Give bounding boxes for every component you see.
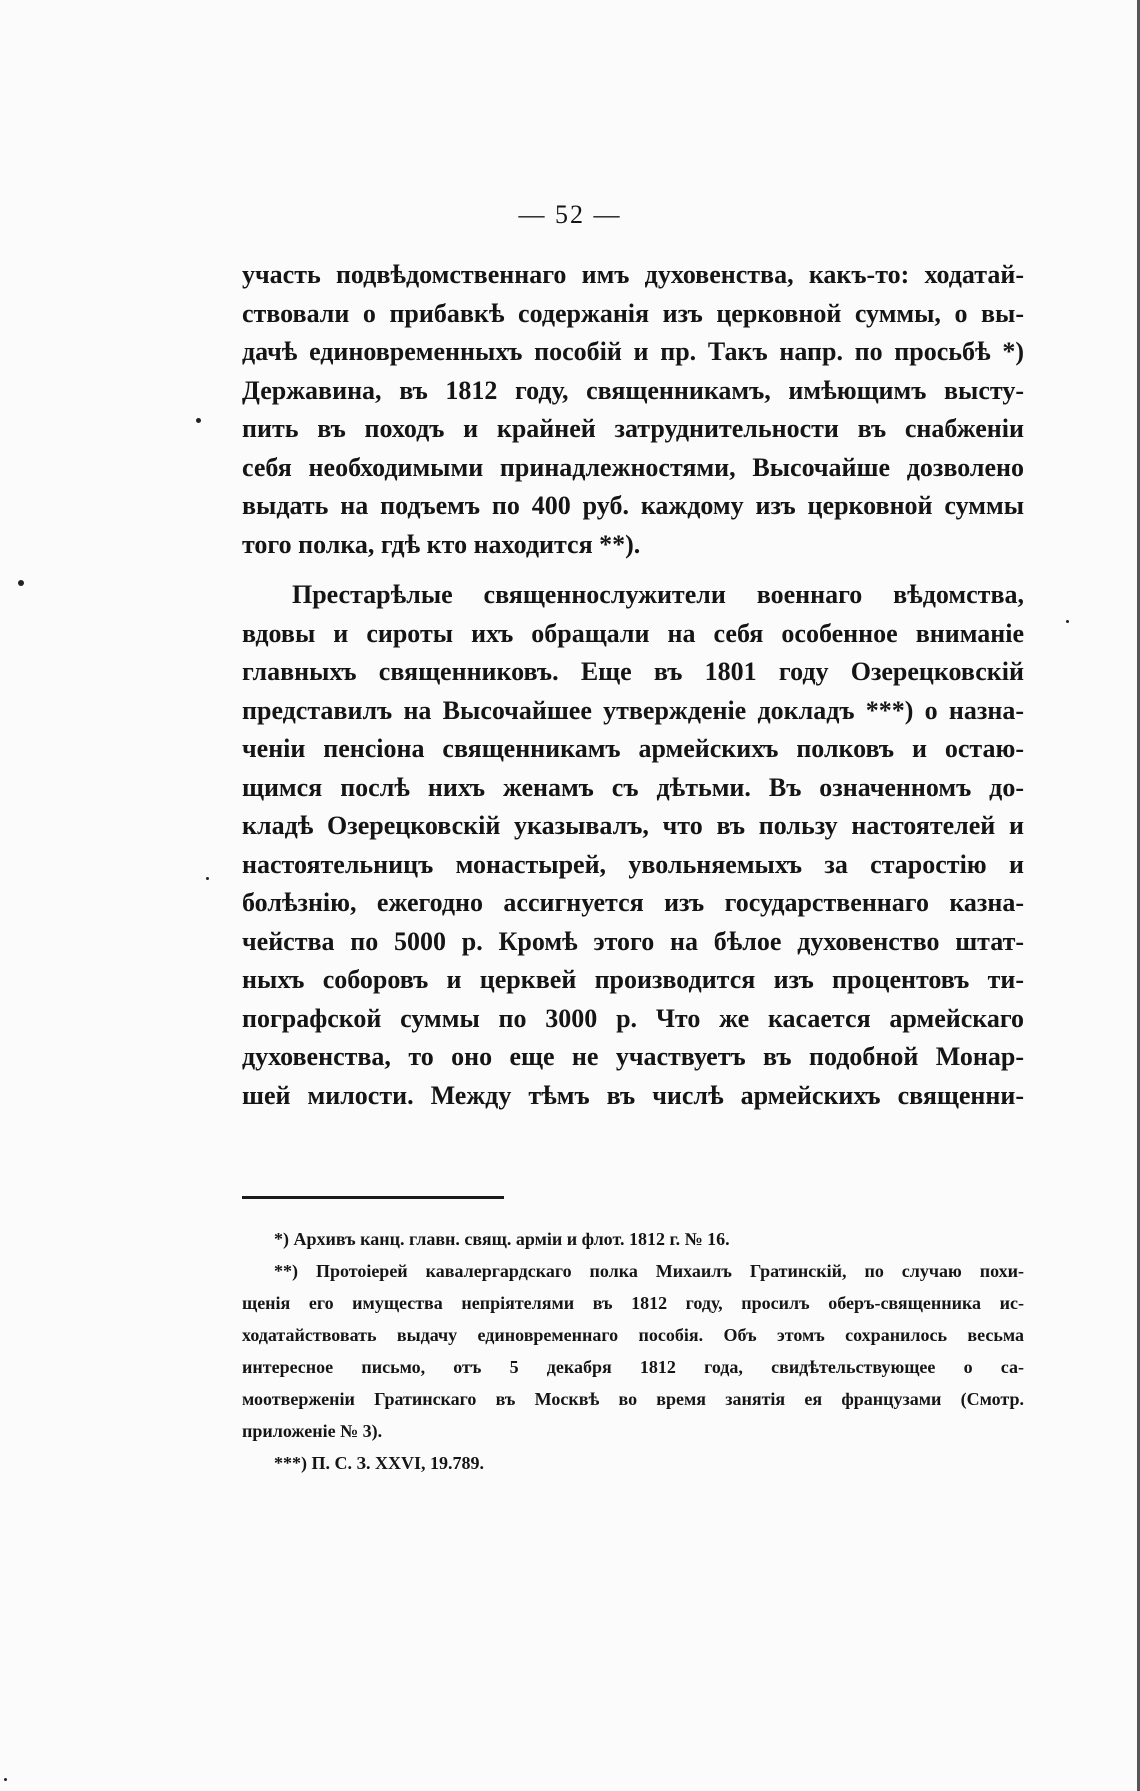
text-line: пить въ походъ и крайней затруднительности въ снабженіи — [242, 414, 1024, 443]
text-line: дачѣ единовременныхъ пособій и пр. Такъ напр. по просьбѣ *) — [242, 337, 1024, 366]
scan-speck — [206, 877, 209, 880]
text-line: вдовы и сироты ихъ обращали на себя особенное вниманіе — [242, 618, 1024, 648]
scan-speck — [4, 1778, 7, 1781]
text-line: ныхъ соборовъ и церквей производится изъ процентовъ ти- — [242, 965, 1024, 994]
text-line: себя необходимыми принадлежностями, Высочайше дозволено — [242, 452, 1024, 482]
footnote-line: моотверженіи Гратинскаго въ Москвѣ во время занятія ея французами (Смотр. — [242, 1389, 1024, 1409]
text-line: чейства по 5000 р. Кромѣ этого на бѣлое духовенство штат- — [242, 926, 1024, 956]
footnote-line: **) Протоіерей кавалергардскаго полка Михаилъ Гратинскій, по случаю похи- — [274, 1261, 1024, 1281]
footnote-line: интересное письмо, отъ 5 декабря 1812 года, свидѣтельствующее о са- — [242, 1357, 1024, 1377]
text-line: представилъ на Высочайшее утвержденіе докладъ ***) о назна- — [242, 695, 1024, 725]
main-text — [242, 256, 1024, 1115]
text-line: кладѣ Озерецковскій указывалъ, что въ пользу настоятелей и — [242, 811, 1024, 840]
text-line: того полка, гдѣ кто находится **). — [242, 529, 641, 559]
text-line: настоятельницъ монастырей, увольняемыхъ за старостію и — [242, 849, 1024, 879]
footnote-line: щенія его имущества непріятелями въ 1812 году, просилъ оберъ-священника ис- — [242, 1293, 1024, 1313]
text-line: участь подвѣдомственнаго имъ духовенства, какъ-то: ходатай- — [242, 260, 1024, 289]
text-line: ствовали о прибавкѣ содержанія изъ церковной суммы, о вы- — [242, 298, 1024, 328]
footnote-line: *) Архивъ канц. главн. свящ. арміи и флот. 1812 г. № 16. — [274, 1229, 730, 1249]
footnote-line: ***) П. С. З. XXVI, 19.789. — [274, 1453, 484, 1473]
scan-speck — [196, 418, 201, 423]
text-line: духовенства, то оно еще не участвуетъ въ подобной Монар- — [242, 1042, 1024, 1071]
scan-speck — [18, 580, 24, 586]
text-line: ченіи пенсіона священникамъ армейскихъ полковъ и остаю- — [242, 734, 1024, 763]
text-line: шей милости. Между тѣмъ въ числѣ армейскихъ священни- — [242, 1080, 1024, 1110]
text-line: главныхъ священниковъ. Еще въ 1801 году Озерецковскій — [242, 657, 1024, 686]
footnotes — [242, 1223, 1024, 1479]
text-line: болѣзнію, ежегодно ассигнуется изъ государственнаго казна- — [242, 888, 1024, 917]
scan-speck — [1066, 620, 1069, 623]
page-number: — 52 — — [518, 200, 622, 229]
text-line: щимся послѣ нихъ женамъ съ дѣтьми. Въ означенномъ до- — [242, 772, 1024, 802]
text-line: Престарѣлые священнослужители военнаго вѣдомства, — [292, 580, 1024, 609]
paragraph-gap — [242, 564, 1024, 576]
text-line: выдать на подъемъ по 400 руб. каждому изъ церковной суммы — [242, 491, 1024, 520]
footnote-rule — [242, 1196, 504, 1199]
text-line: пографской суммы по 3000 р. Что же касается армейскаго — [242, 1003, 1024, 1033]
footnote-line: приложеніе № 3). — [242, 1421, 383, 1441]
footnote-line: ходатайствовать выдачу единовременнаго пособія. Объ этомъ сохранилось весьма — [242, 1325, 1024, 1345]
text-line: Державина, въ 1812 году, священникамъ, имѣющимъ высту- — [242, 375, 1024, 405]
